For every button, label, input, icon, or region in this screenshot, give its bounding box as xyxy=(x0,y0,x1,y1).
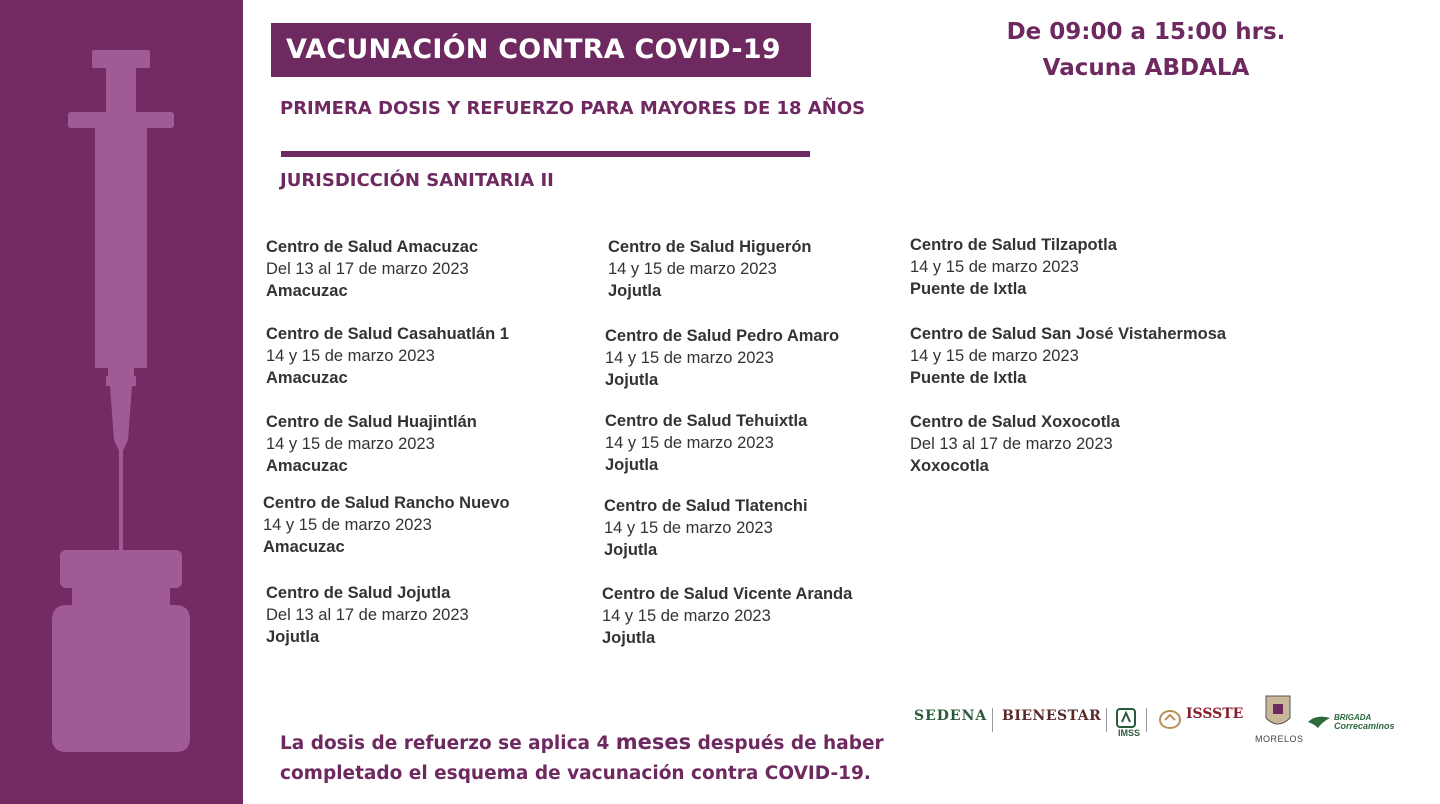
health-center xyxy=(605,325,839,391)
center-name: Centro de Salud Casahuatlán 1 xyxy=(266,325,509,343)
note-text: después de haber xyxy=(691,733,884,754)
center-town: Xoxocotla xyxy=(910,457,989,475)
divider xyxy=(281,151,810,157)
health-center xyxy=(602,583,852,649)
center-name: Centro de Salud Tlatenchi xyxy=(604,497,808,515)
center-town: Jojutla xyxy=(608,282,662,300)
center-town: Puente de Ixtla xyxy=(910,280,1027,298)
health-center xyxy=(266,323,509,389)
booster-note-line1 xyxy=(280,727,884,759)
center-town: Puente de Ixtla xyxy=(910,369,1027,387)
morelos-logo: MORELOS xyxy=(1255,734,1304,744)
page-title: VACUNACIÓN CONTRA COVID-19 xyxy=(271,23,811,77)
health-center xyxy=(910,323,1226,389)
health-center xyxy=(910,411,1120,477)
health-center xyxy=(608,236,812,302)
center-dates: 14 y 15 de marzo 2023 xyxy=(910,258,1079,276)
center-town: Jojutla xyxy=(605,456,659,474)
center-name: Centro de Salud Vicente Aranda xyxy=(602,585,853,603)
brigada-bird-icon xyxy=(1306,712,1332,730)
center-dates: 14 y 15 de marzo 2023 xyxy=(602,607,771,625)
logo-separator xyxy=(992,708,993,732)
center-name: Centro de Salud Tilzapotla xyxy=(910,236,1117,254)
center-town: Jojutla xyxy=(602,629,656,647)
sidebar-banner xyxy=(0,0,243,804)
center-town: Jojutla xyxy=(266,628,320,646)
center-name: Centro de Salud Tehuixtla xyxy=(605,412,808,430)
center-dates: 14 y 15 de marzo 2023 xyxy=(604,519,773,537)
page-subtitle: PRIMERA DOSIS Y REFUERZO PARA MAYORES DE 18 AÑOS xyxy=(280,98,866,119)
center-name: Centro de Salud Amacuzac xyxy=(266,238,479,256)
center-dates: 14 y 15 de marzo 2023 xyxy=(266,435,435,453)
syringe-icon xyxy=(68,50,174,562)
issste-emblem-icon xyxy=(1156,707,1184,731)
center-name: Centro de Salud Huajintlán xyxy=(266,413,477,431)
health-center xyxy=(266,582,469,648)
imss-logo: IMSS xyxy=(1118,728,1141,738)
center-town: Jojutla xyxy=(605,371,659,389)
center-town: Amacuzac xyxy=(266,282,348,300)
center-town: Amacuzac xyxy=(266,369,348,387)
center-dates: 14 y 15 de marzo 2023 xyxy=(605,434,774,452)
center-dates: 14 y 15 de marzo 2023 xyxy=(910,347,1079,365)
logo-separator xyxy=(1146,708,1147,732)
brigada-logo xyxy=(1334,713,1395,731)
health-center xyxy=(604,495,808,561)
sedena-logo: SEDENA xyxy=(914,708,988,724)
center-dates: Del 13 al 17 de marzo 2023 xyxy=(910,435,1113,453)
center-name: Centro de Salud Rancho Nuevo xyxy=(263,494,510,512)
logo-separator xyxy=(1106,708,1107,732)
center-name: Centro de Salud Xoxocotla xyxy=(910,413,1120,431)
syringe-illustration xyxy=(0,0,243,804)
center-dates: 14 y 15 de marzo 2023 xyxy=(266,347,435,365)
center-name: Centro de Salud Pedro Amaro xyxy=(605,327,840,345)
correcaminos-label: Correcaminos xyxy=(1334,721,1395,731)
center-name: Centro de Salud Jojutla xyxy=(266,584,451,602)
brigada-label: BRIGADA xyxy=(1334,713,1372,722)
hours-text: De 09:00 a 15:00 hrs. xyxy=(1006,19,1286,45)
health-center xyxy=(266,411,477,477)
center-dates: 14 y 15 de marzo 2023 xyxy=(605,349,774,367)
center-name: Centro de Salud San José Vistahermosa xyxy=(910,325,1227,343)
institution-logos xyxy=(910,688,1395,748)
bienestar-logo: BIENESTAR xyxy=(1002,708,1102,724)
booster-note-line2: completado el esquema de vacunación contra COVID-19. xyxy=(280,763,871,784)
note-emphasis: meses xyxy=(615,730,692,754)
center-dates: Del 13 al 17 de marzo 2023 xyxy=(266,260,469,278)
booster-note xyxy=(280,727,884,789)
morelos-shield-icon xyxy=(1264,692,1292,732)
center-dates: 14 y 15 de marzo 2023 xyxy=(608,260,777,278)
imss-emblem-icon xyxy=(1116,708,1136,728)
health-center xyxy=(266,236,478,302)
health-center xyxy=(605,410,807,476)
note-text: La dosis de refuerzo se aplica 4 xyxy=(280,733,616,754)
center-dates: 14 y 15 de marzo 2023 xyxy=(263,516,432,534)
center-name: Centro de Salud Higuerón xyxy=(608,238,812,256)
schedule-info xyxy=(1000,14,1292,86)
jurisdiction-label: JURISDICCIÓN SANITARIA II xyxy=(280,170,554,191)
vaccine-name: Vacuna ABDALA xyxy=(1042,55,1250,81)
center-dates: Del 13 al 17 de marzo 2023 xyxy=(266,606,469,624)
health-center xyxy=(263,492,510,558)
center-town: Amacuzac xyxy=(266,457,348,475)
issste-logo: ISSSTE xyxy=(1186,706,1244,722)
health-center xyxy=(910,234,1117,300)
center-town: Jojutla xyxy=(604,541,658,559)
center-town: Amacuzac xyxy=(263,538,345,556)
vial-icon xyxy=(52,550,190,752)
